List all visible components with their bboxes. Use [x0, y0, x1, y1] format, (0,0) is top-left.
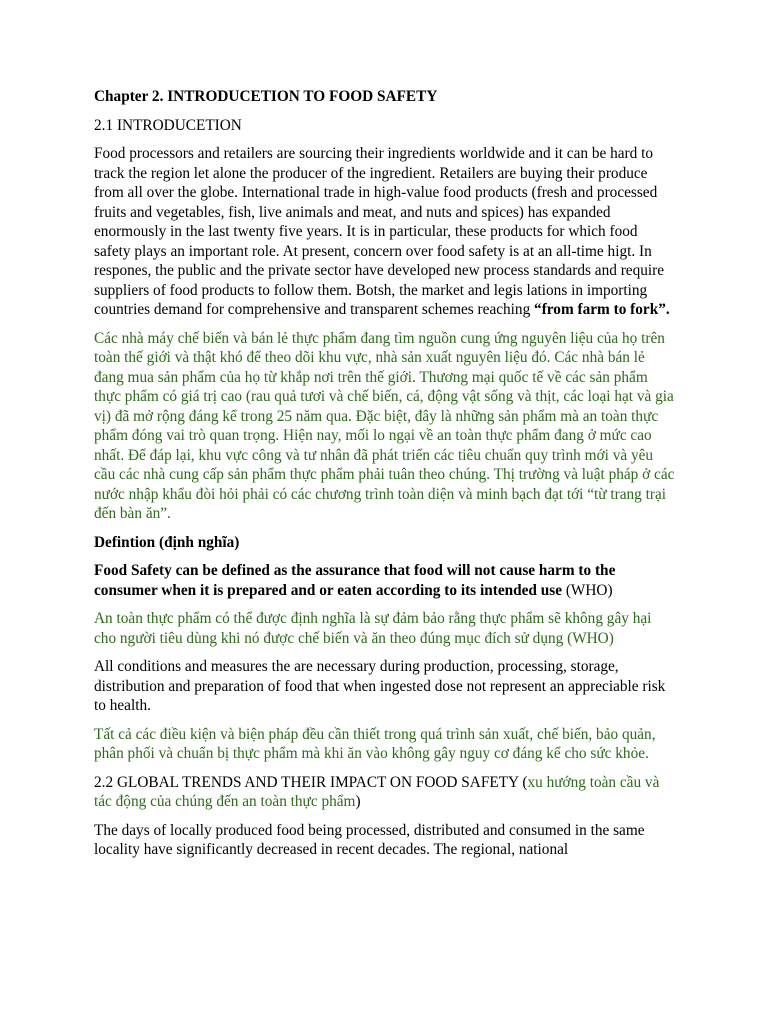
definition-bold-text: Food Safety can be defined as the assurance that food will not cause harm to the consumer when it is prepared and or eaten according to its intended use: [94, 562, 616, 599]
section-2-2-heading: [94, 773, 676, 812]
section-2-1-heading: 2.1 INTRODUCETION: [94, 116, 242, 134]
section-2-2-close-paren: ): [355, 793, 361, 810]
definition-vn: An toàn thực phẩm có thể được định nghĩa là sự đảm bảo rằng thực phẩm sẽ không gây hại cho người tiêu dùng khi nó được chế biến và ăn theo đúng mục đích sử dụng (WHO): [94, 610, 652, 647]
section-2-2-title: 2.2 GLOBAL TRENDS AND THEIR IMPACT ON FOOD SAFETY (: [94, 773, 528, 791]
conditions-paragraph-vn: Tất cả các điều kiện và biện pháp đều cần thiết trong quá trình sản xuất, chế biến, bảo quản, phân phối và chuẩn bị thực phẩm mà khi ăn vào không gây nguy cơ đáng kể cho sức khỏe.: [94, 725, 656, 762]
intro-paragraph-text: Food processors and retailers are sourcing their ingredients worldwide and it can be hard to track the region let alone the producer of the ingredient. Retailers are buying their produce from all over the globe. International trade in high-value food products (fresh and processed fruits and vegetables, fish, live animals and meat, and nuts and spices) has expanded enormously in the last twenty five years. It is in particular, these products for which food safety plays an important role. At present, concern over food safety is at an all-time higt. In respones, the public and the private sector have developed new process standards and require suppliers of food products to follow them. Botsh, the market and legis lations in importing countries demand for comprehensive and transparent schemes reaching: [94, 145, 665, 318]
intro-paragraph-en: [94, 144, 676, 320]
definition-heading: Defintion (định nghĩa): [94, 533, 240, 551]
section-2-2-title-vn: xu hướng toàn cầu và tác động của chúng đến an toàn thực phẩm: [94, 773, 660, 810]
intro-paragraph-bold-tail: “from farm to fork”.: [534, 301, 670, 318]
definition-source: (WHO): [562, 581, 613, 599]
chapter-title: Chapter 2. INTRODUCETION TO FOOD SAFETY: [94, 88, 438, 105]
definition-en: [94, 561, 676, 600]
global-trends-paragraph-en: The days of locally produced food being processed, distributed and consumed in the same locality have significantly decreased in recent decades. The regional, national: [94, 821, 645, 858]
intro-paragraph-vn: Các nhà máy chế biến và bán lẻ thực phẩm đang tìm nguồn cung ứng nguyên liệu của họ trên toàn thế giới và thật khó để theo dõi khu vực, nhà sản xuất nguyên liệu đó. Các nhà bán lẻ đang mua sản phẩm của họ từ khắp nơi trên thế giới. Thương mại quốc tế về các sản phẩm thực phẩm có giá trị cao (rau quả tươi và chế biến, cá, động vật sống và thịt, các loại hạt và gia vị) đã mở rộng đáng kể trong 25 năm qua. Đặc biệt, đây là những sản phẩm mà an toàn thực phẩm đóng vai trò quan trọng. Hiện nay, mối lo ngại về an toàn thực phẩm đang ở mức cao nhất. Để đáp lại, khu vực công và tư nhân đã phát triển các tiêu chuẩn quy trình mới và yêu cầu các nhà cung cấp sản phẩm thực phẩm phải tuân theo chúng. Thị trường và luật pháp ở các nước nhập khẩu đòi hỏi phải có các chương trình toàn diện và minh bạch đạt tới “từ trang trại đến bàn ăn”.: [94, 329, 675, 522]
conditions-paragraph-en: All conditions and measures the are necessary during production, processing, storage, distribution and preparation of food that when ingested dose not represent an appreciable risk to health.: [94, 658, 666, 714]
